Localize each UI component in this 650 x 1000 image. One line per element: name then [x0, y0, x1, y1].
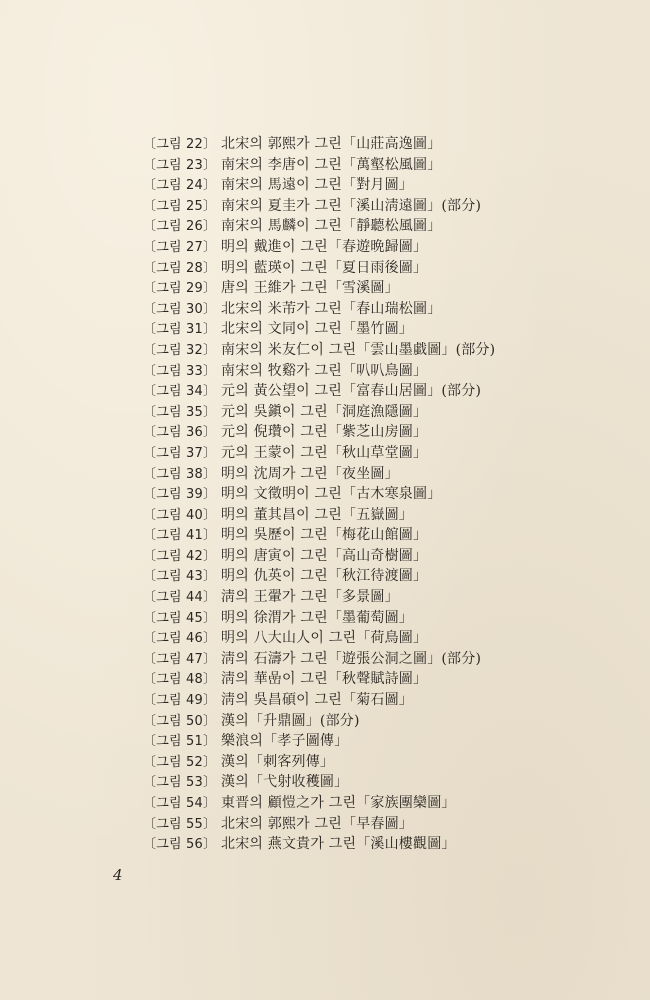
figure-caption: 漢의「升鼎圖」(部分)	[221, 712, 360, 729]
figure-list-item	[143, 772, 623, 793]
figure-caption: 明의 吳歷이 그린「梅花山館圖」	[221, 527, 428, 544]
figure-list-item	[143, 402, 623, 423]
figure-list-item	[143, 134, 623, 155]
figure-caption: 明의 董其昌이 그린「五嶽圖」	[221, 506, 413, 523]
figure-caption: 明의 唐寅이 그린「高山奇樹圖」	[221, 547, 428, 564]
figure-number-label: 〔그림 43〕	[143, 569, 217, 585]
figure-caption: 元의 吳鎭이 그린「洞庭漁隱圖」	[221, 403, 428, 420]
figure-caption: 南宋의 李唐이 그린「萬壑松風圖」	[221, 156, 442, 173]
figure-caption: 南宋의 馬遠이 그린「對月圖」	[221, 177, 413, 194]
figure-list-item	[143, 546, 623, 567]
figure-list-item	[143, 814, 623, 835]
figure-list-item	[143, 258, 623, 279]
figure-list-item	[143, 319, 623, 340]
figure-number-label: 〔그림 39〕	[143, 487, 217, 503]
figure-number-label: 〔그림 52〕	[143, 754, 217, 770]
figure-list-item	[143, 731, 623, 752]
figure-caption: 漢의「弋射收穫圖」	[221, 774, 349, 791]
figure-caption: 元의 黃公望이 그린「富春山居圖」(部分)	[221, 383, 482, 400]
figure-number-label: 〔그림 26〕	[143, 219, 217, 235]
figure-number-label: 〔그림 47〕	[143, 651, 217, 667]
figure-list-item	[143, 525, 623, 546]
figure-list-item	[143, 278, 623, 299]
figure-number-label: 〔그림 36〕	[143, 425, 217, 441]
figure-number-label: 〔그림 23〕	[143, 157, 217, 173]
figure-list-item	[143, 361, 623, 382]
figure-list-item	[143, 628, 623, 649]
figure-caption: 南宋의 牧谿가 그린「叭叭鳥圖」	[221, 362, 428, 379]
figure-caption: 明의 文徵明이 그린「古木寒泉圖」	[221, 486, 442, 503]
figure-list-item	[143, 196, 623, 217]
figure-number-label: 〔그림 38〕	[143, 466, 217, 482]
figure-caption: 南宋의 夏圭가 그린「溪山淸遠圖」(部分)	[221, 197, 482, 214]
figure-caption: 北宋의 米芾가 그린「春山瑞松圖」	[221, 300, 442, 317]
figure-list-item	[143, 340, 623, 361]
figure-number-label: 〔그림 48〕	[143, 672, 217, 688]
figure-caption: 明의 沈周가 그린「夜坐圖」	[221, 465, 399, 482]
figure-caption: 東晋의 顧愷之가 그린「家族團欒圖」	[221, 795, 456, 811]
figure-number-label: 〔그림 24〕	[143, 178, 217, 194]
figure-number-label: 〔그림 53〕	[143, 775, 217, 791]
figure-list-item	[143, 834, 623, 855]
figure-number-label: 〔그림 32〕	[143, 342, 217, 358]
figure-number-label: 〔그림 42〕	[143, 548, 217, 564]
figure-list-item	[143, 381, 623, 402]
figure-caption: 北宋의 燕文貴가 그린「溪山樓觀圖」	[221, 836, 456, 853]
figure-list-item	[143, 752, 623, 773]
figure-list-item	[143, 505, 623, 526]
figure-number-label: 〔그림 30〕	[143, 301, 217, 317]
figure-list-item	[143, 237, 623, 258]
figure-number-label: 〔그림 34〕	[143, 384, 217, 400]
figure-number-label: 〔그림 35〕	[143, 404, 217, 420]
figure-number-label: 〔그림 41〕	[143, 528, 217, 544]
figure-list-item	[143, 711, 623, 732]
figure-number-label: 〔그림 40〕	[143, 507, 217, 523]
figure-caption: 南宋의 馬麟이 그린「靜聽松風圖」	[221, 218, 442, 235]
figure-list-item	[143, 464, 623, 485]
figure-number-label: 〔그림 56〕	[143, 837, 217, 853]
figure-list-item	[143, 175, 623, 196]
figure-list-item	[143, 443, 623, 464]
figure-caption: 元의 王蒙이 그린「秋山草堂圖」	[221, 444, 428, 461]
figure-number-label: 〔그림 22〕	[143, 137, 217, 152]
figure-caption: 漢의「刺客列傳」	[221, 753, 335, 770]
figure-number-label: 〔그림 46〕	[143, 631, 217, 647]
figure-caption: 明의 戴進이 그린「春遊晩歸圖」	[221, 238, 428, 255]
figure-caption: 元의 倪瓚이 그린「紫芝山房圖」	[221, 424, 428, 441]
page-number: 4	[113, 866, 123, 884]
figure-caption: 樂浪의「孝子圖傳」	[221, 733, 349, 750]
figure-number-label: 〔그림 31〕	[143, 322, 217, 338]
figure-number-label: 〔그림 37〕	[143, 445, 217, 461]
figure-list-item	[143, 690, 623, 711]
figure-list-item	[143, 155, 623, 176]
figure-number-label: 〔그림 54〕	[143, 796, 217, 811]
figure-caption: 明의 仇英이 그린「秋江待渡圖」	[221, 568, 428, 585]
figure-number-label: 〔그림 28〕	[143, 260, 217, 276]
figure-number-label: 〔그림 55〕	[143, 816, 217, 832]
figure-number-label: 〔그림 25〕	[143, 198, 217, 214]
figure-caption: 淸의 王翬가 그린「多景圖」	[221, 589, 399, 606]
figure-caption: 淸의 石濤가 그린「遊張公洞之圖」(部分)	[221, 650, 482, 667]
figure-number-label: 〔그림 29〕	[143, 281, 217, 297]
figure-list-item	[143, 669, 623, 690]
figure-list-item	[143, 484, 623, 505]
figure-number-label: 〔그림 45〕	[143, 610, 217, 626]
figure-number-label: 〔그림 50〕	[143, 713, 217, 729]
figure-number-label: 〔그림 49〕	[143, 693, 217, 709]
figure-caption: 明의 徐渭가 그린「墨葡萄圖」	[221, 609, 413, 626]
figure-caption: 淸의 吳昌碩이 그린「菊石圖」	[221, 692, 413, 709]
figure-number-label: 〔그림 33〕	[143, 363, 217, 379]
figure-number-label: 〔그림 51〕	[143, 734, 217, 750]
figure-list-item	[143, 793, 623, 814]
figure-caption: 北宋의 郭熙가 그린「山莊高逸圖」	[221, 136, 442, 152]
figure-list-item	[143, 216, 623, 237]
figure-number-label: 〔그림 27〕	[143, 239, 217, 255]
figure-list-item	[143, 299, 623, 320]
figure-list-item	[143, 649, 623, 670]
figure-list-item	[143, 608, 623, 629]
figure-caption: 北宋의 郭熙가 그린「早春圖」	[221, 815, 413, 832]
figure-list-item	[143, 566, 623, 587]
figure-number-label: 〔그림 44〕	[143, 590, 217, 606]
figure-caption: 南宋의 米友仁이 그린「雲山墨戱圖」(部分)	[221, 341, 496, 358]
figure-list-item	[143, 422, 623, 443]
figure-list-item	[143, 587, 623, 608]
figure-caption: 明의 八大山人이 그린「荷鳥圖」	[221, 630, 428, 647]
figure-caption: 淸의 華嵒이 그린「秋聲賦詩圖」	[221, 671, 428, 688]
figure-caption: 明의 藍瑛이 그린「夏日雨後圖」	[221, 259, 428, 276]
figure-caption: 唐의 王維가 그린「雪溪圖」	[221, 280, 399, 297]
figure-list	[143, 134, 623, 855]
figure-caption: 北宋의 文同이 그린「墨竹圖」	[221, 321, 413, 338]
